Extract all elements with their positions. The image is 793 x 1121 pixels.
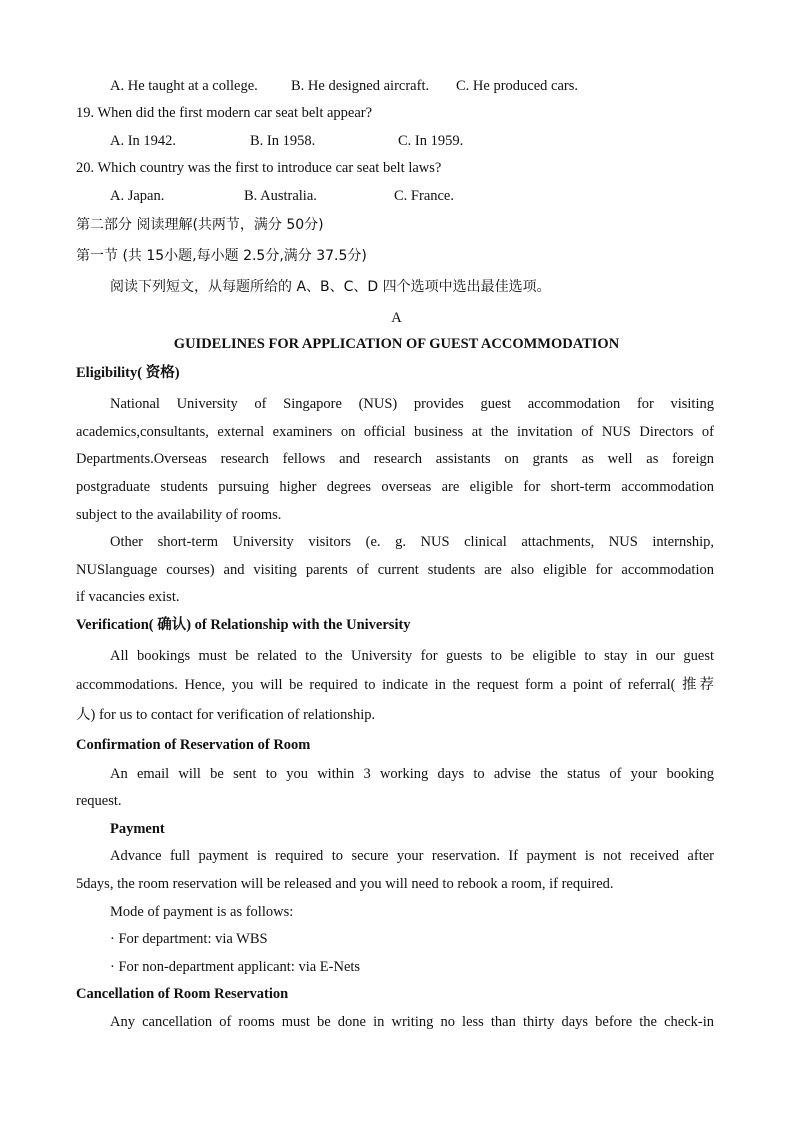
- q20-option-a: A. Japan.: [110, 188, 165, 204]
- q19-option-c: C. In 1959.: [398, 133, 464, 149]
- q19-option-b: B. In 1958.: [250, 133, 316, 149]
- q20-option-b: B. Australia.: [244, 188, 317, 204]
- q18-option-b: B. He designed aircraft.: [291, 78, 430, 94]
- q18-option-a: A. He taught at a college.: [110, 78, 258, 94]
- q19-question: 19. When did the first modern car seat belt appear?: [76, 105, 373, 121]
- passage-title: GUIDELINES FOR APPLICATION OF GUEST ACCOMMODATION: [173, 336, 620, 352]
- q18-option-c: C. He produced cars.: [456, 78, 578, 94]
- q20-option-c: C. France.: [394, 188, 454, 204]
- verification-heading: Verification( 确认) of Relationship with the University: [76, 617, 411, 633]
- passage-letter: A: [391, 310, 402, 326]
- eligibility-heading: Eligibility( 资格): [76, 365, 180, 381]
- eligibility-p2-line1: Other short-term University visitors (e. g. NUS clinical attachments, NUS internship,: [110, 534, 714, 550]
- cancellation-p1-line1: Any cancellation of rooms must be done in writing no less than thirty days before the check-in: [110, 1014, 714, 1030]
- verification-p1-line3: 人) for us to contact for verification of relationship.: [76, 707, 376, 723]
- q20-question: 20. Which country was the first to introduce car seat belt laws?: [76, 160, 442, 176]
- payment-p1-line1: Advance full payment is required to secure your reservation. If payment is not received after: [110, 848, 714, 864]
- eligibility-p1-line4: postgraduate students pursuing higher degrees overseas are eligible for short-term accommodation: [76, 479, 714, 495]
- payment-heading: Payment: [110, 821, 165, 837]
- eligibility-p1-line2: academics,consultants, external examiners on official business at the invitation of NUS Directors of: [76, 424, 714, 440]
- confirmation-heading: Confirmation of Reservation of Room: [76, 737, 311, 753]
- eligibility-p1-line3: Departments.Overseas research fellows and research assistants on grants as well as foreign: [76, 451, 714, 467]
- eligibility-p2-line2: NUSlanguage courses) and visiting parents of current students are also eligible for accommodation: [76, 562, 714, 578]
- confirmation-p1-line2: request.: [76, 793, 122, 809]
- confirmation-p1-line1: An email will be sent to you within 3 working days to advise the status of your booking: [110, 766, 714, 782]
- verification-p1-line1: All bookings must be related to the University for guests to be eligible to stay in our guest: [110, 648, 714, 664]
- eligibility-p1-line1: National University of Singapore (NUS) provides guest accommodation for visiting: [110, 396, 714, 412]
- q19-option-a: A. In 1942.: [110, 133, 177, 149]
- payment-mode-non-department: · For non-department applicant: via E-Nets: [110, 959, 361, 975]
- payment-mode-department: · For department: via WBS: [110, 931, 268, 947]
- section1-heading: 第一节 (共 15小题,每小题 2.5分,满分 37.5分): [76, 248, 367, 264]
- part2-heading: 第二部分 阅读理解(共两节，满分 50分): [76, 217, 324, 233]
- payment-mode-intro: Mode of payment is as follows:: [110, 904, 294, 920]
- cancellation-heading: Cancellation of Room Reservation: [76, 986, 289, 1002]
- payment-p1-line2: 5days, the room reservation will be released and you will need to rebook a room, if required.: [76, 876, 614, 892]
- eligibility-p1-line5: subject to the availability of rooms.: [76, 507, 282, 523]
- verification-p1-line2: accommodations. Hence, you will be required to indicate in the request form a point of referral( 推荐: [76, 677, 714, 693]
- instructions: 阅读下列短文，从每题所给的 A、B、C、D 四个选项中选出最佳选项。: [110, 279, 551, 295]
- eligibility-p2-line3: if vacancies exist.: [76, 589, 180, 605]
